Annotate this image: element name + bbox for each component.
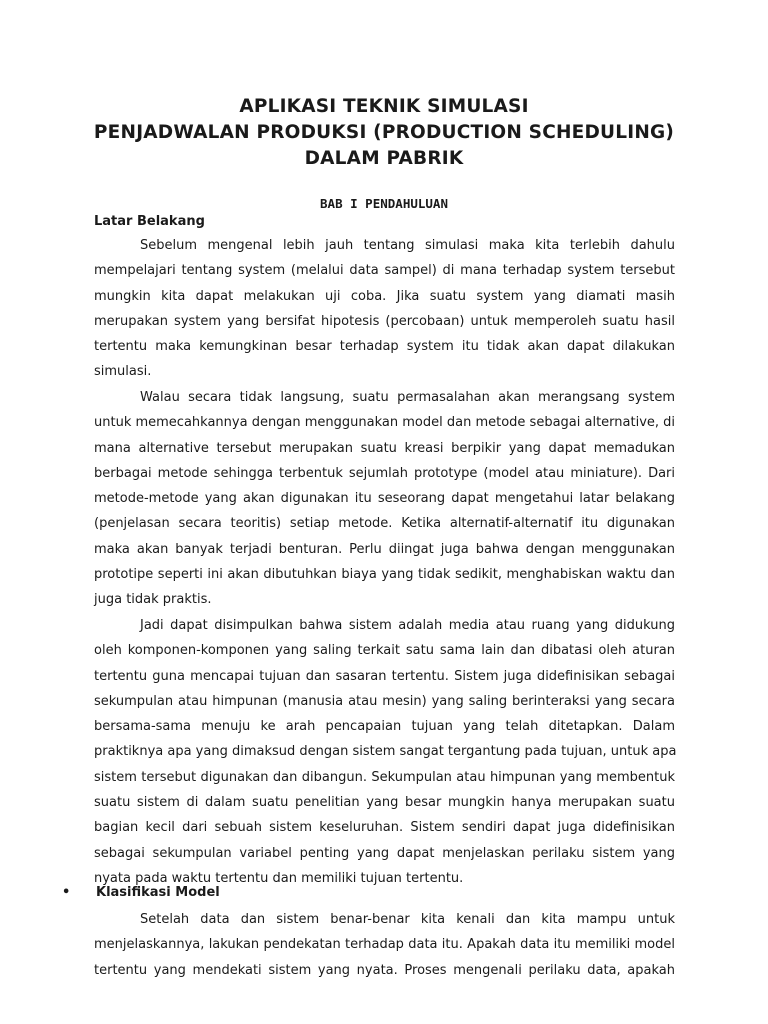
paragraph-line: bagian kecil dari sebuah sistem keseluruhan. Sistem sendiri dapat juga didefinisikan [94, 820, 675, 836]
paragraph-line: mempelajari tentang system (melalui data sampel) di mana terhadap system tersebut [94, 263, 675, 279]
paragraph-line: sebagai sekumpulan variabel penting yang dapat menjelaskan perilaku sistem yang [94, 845, 675, 861]
paragraph-line: prototipe seperti ini akan dibutuhkan biaya yang tidak sedikit, menghabiskan waktu dan [94, 567, 675, 583]
paragraph-line: nyata pada waktu tertentu dan memiliki tujuan tertentu. [94, 870, 464, 886]
paragraph-line: simulasi. [94, 364, 152, 380]
paragraph-line: tertentu maka kemungkinan besar terhadap system itu tidak akan dapat dilakukan [94, 339, 675, 355]
paragraph-line: untuk memecahkannya dengan menggunakan model dan metode sebagai alternative, di [94, 415, 676, 431]
paragraph-line: mungkin kita dapat melakukan uji coba. Jika suatu system yang diamati masih [94, 288, 675, 304]
paragraph-line: berbagai metode sehingga terbentuk sejumlah prototype (model atau miniature). Dari [94, 465, 675, 481]
document-title [0, 94, 768, 172]
paragraph-line: merupakan system yang bersifat hipotesis (percobaan) untuk memperoleh suatu hasil [94, 313, 675, 329]
paragraph-line: maka akan banyak terjadi benturan. Perlu diingat juga bahwa dengan menggunakan [94, 541, 675, 557]
paragraph [94, 385, 675, 613]
paragraph-line: oleh komponen-komponen yang saling terkait satu sama lain dan dibatasi oleh aturan [94, 643, 675, 659]
title-line: DALAM PABRIK [304, 148, 464, 169]
paragraph-line: sistem tersebut digunakan dan dibangun. Sekumpulan atau himpunan yang membentuk [94, 769, 675, 785]
paragraph-line: bersama-sama menuju ke arah pencapaian tujuan yang telah ditetapkan. Dalam [94, 719, 675, 735]
chapter-heading: BAB I PENDAHULUAN [320, 196, 448, 211]
paragraph-line: juga tidak praktis. [94, 592, 212, 608]
paragraph-line: Jadi dapat disimpulkan bahwa sistem adalah media atau ruang yang didukung [140, 618, 675, 633]
paragraph-line: praktiknya apa yang dimaksud dengan sistem sangat tergantung pada tujuan, untuk apa [94, 744, 677, 760]
bullet-heading: Klasifikasi Model [96, 885, 220, 900]
bullet-dot: • [62, 885, 71, 900]
paragraph-line: mana alternative tersebut merupakan suatu kreasi berpikir yang dapat memadukan [94, 440, 675, 456]
title-line: PENJADWALAN PRODUKSI (PRODUCTION SCHEDULING) [93, 122, 675, 143]
paragraph-line: tertentu guna mencapai tujuan dan sasaran tertentu. Sistem juga didefinisikan sebagai [94, 668, 675, 684]
paragraph-line: Setelah data dan sistem benar-benar kita kenali dan kita mampu untuk [140, 912, 675, 927]
paragraph-line: sekumpulan atau himpunan (manusia atau mesin) yang saling berinteraksi yang secara [94, 693, 675, 709]
bullet-item [62, 885, 220, 900]
paragraph [94, 907, 675, 983]
paragraph-line: tertentu yang mendekati sistem yang nyata. Proses mengenali perilaku data, apakah [94, 962, 675, 978]
paragraph [94, 613, 675, 891]
section-heading: Latar Belakang [94, 214, 205, 229]
paragraph-line: Walau secara tidak langsung, suatu permasalahan akan merangsang system [140, 390, 675, 405]
paragraph [94, 233, 675, 385]
paragraph-line: (penjelasan secara teoritis) setiap metode. Ketika alternatif-alternatif itu digunakan [94, 516, 675, 532]
paragraph-line: suatu sistem di dalam suatu penelitian yang besar mungkin hanya merupakan suatu [94, 795, 675, 811]
paragraph-line: menjelaskannya, lakukan pendekatan terhadap data itu. Apakah data itu memiliki model [94, 937, 675, 953]
paragraph-line: Sebelum mengenal lebih jauh tentang simulasi maka kita terlebih dahulu [140, 238, 675, 253]
title-line: APLIKASI TEKNIK SIMULASI [239, 96, 529, 117]
paragraph-line: metode-metode yang akan digunakan itu seseorang dapat mengetahui latar belakang [94, 491, 675, 507]
